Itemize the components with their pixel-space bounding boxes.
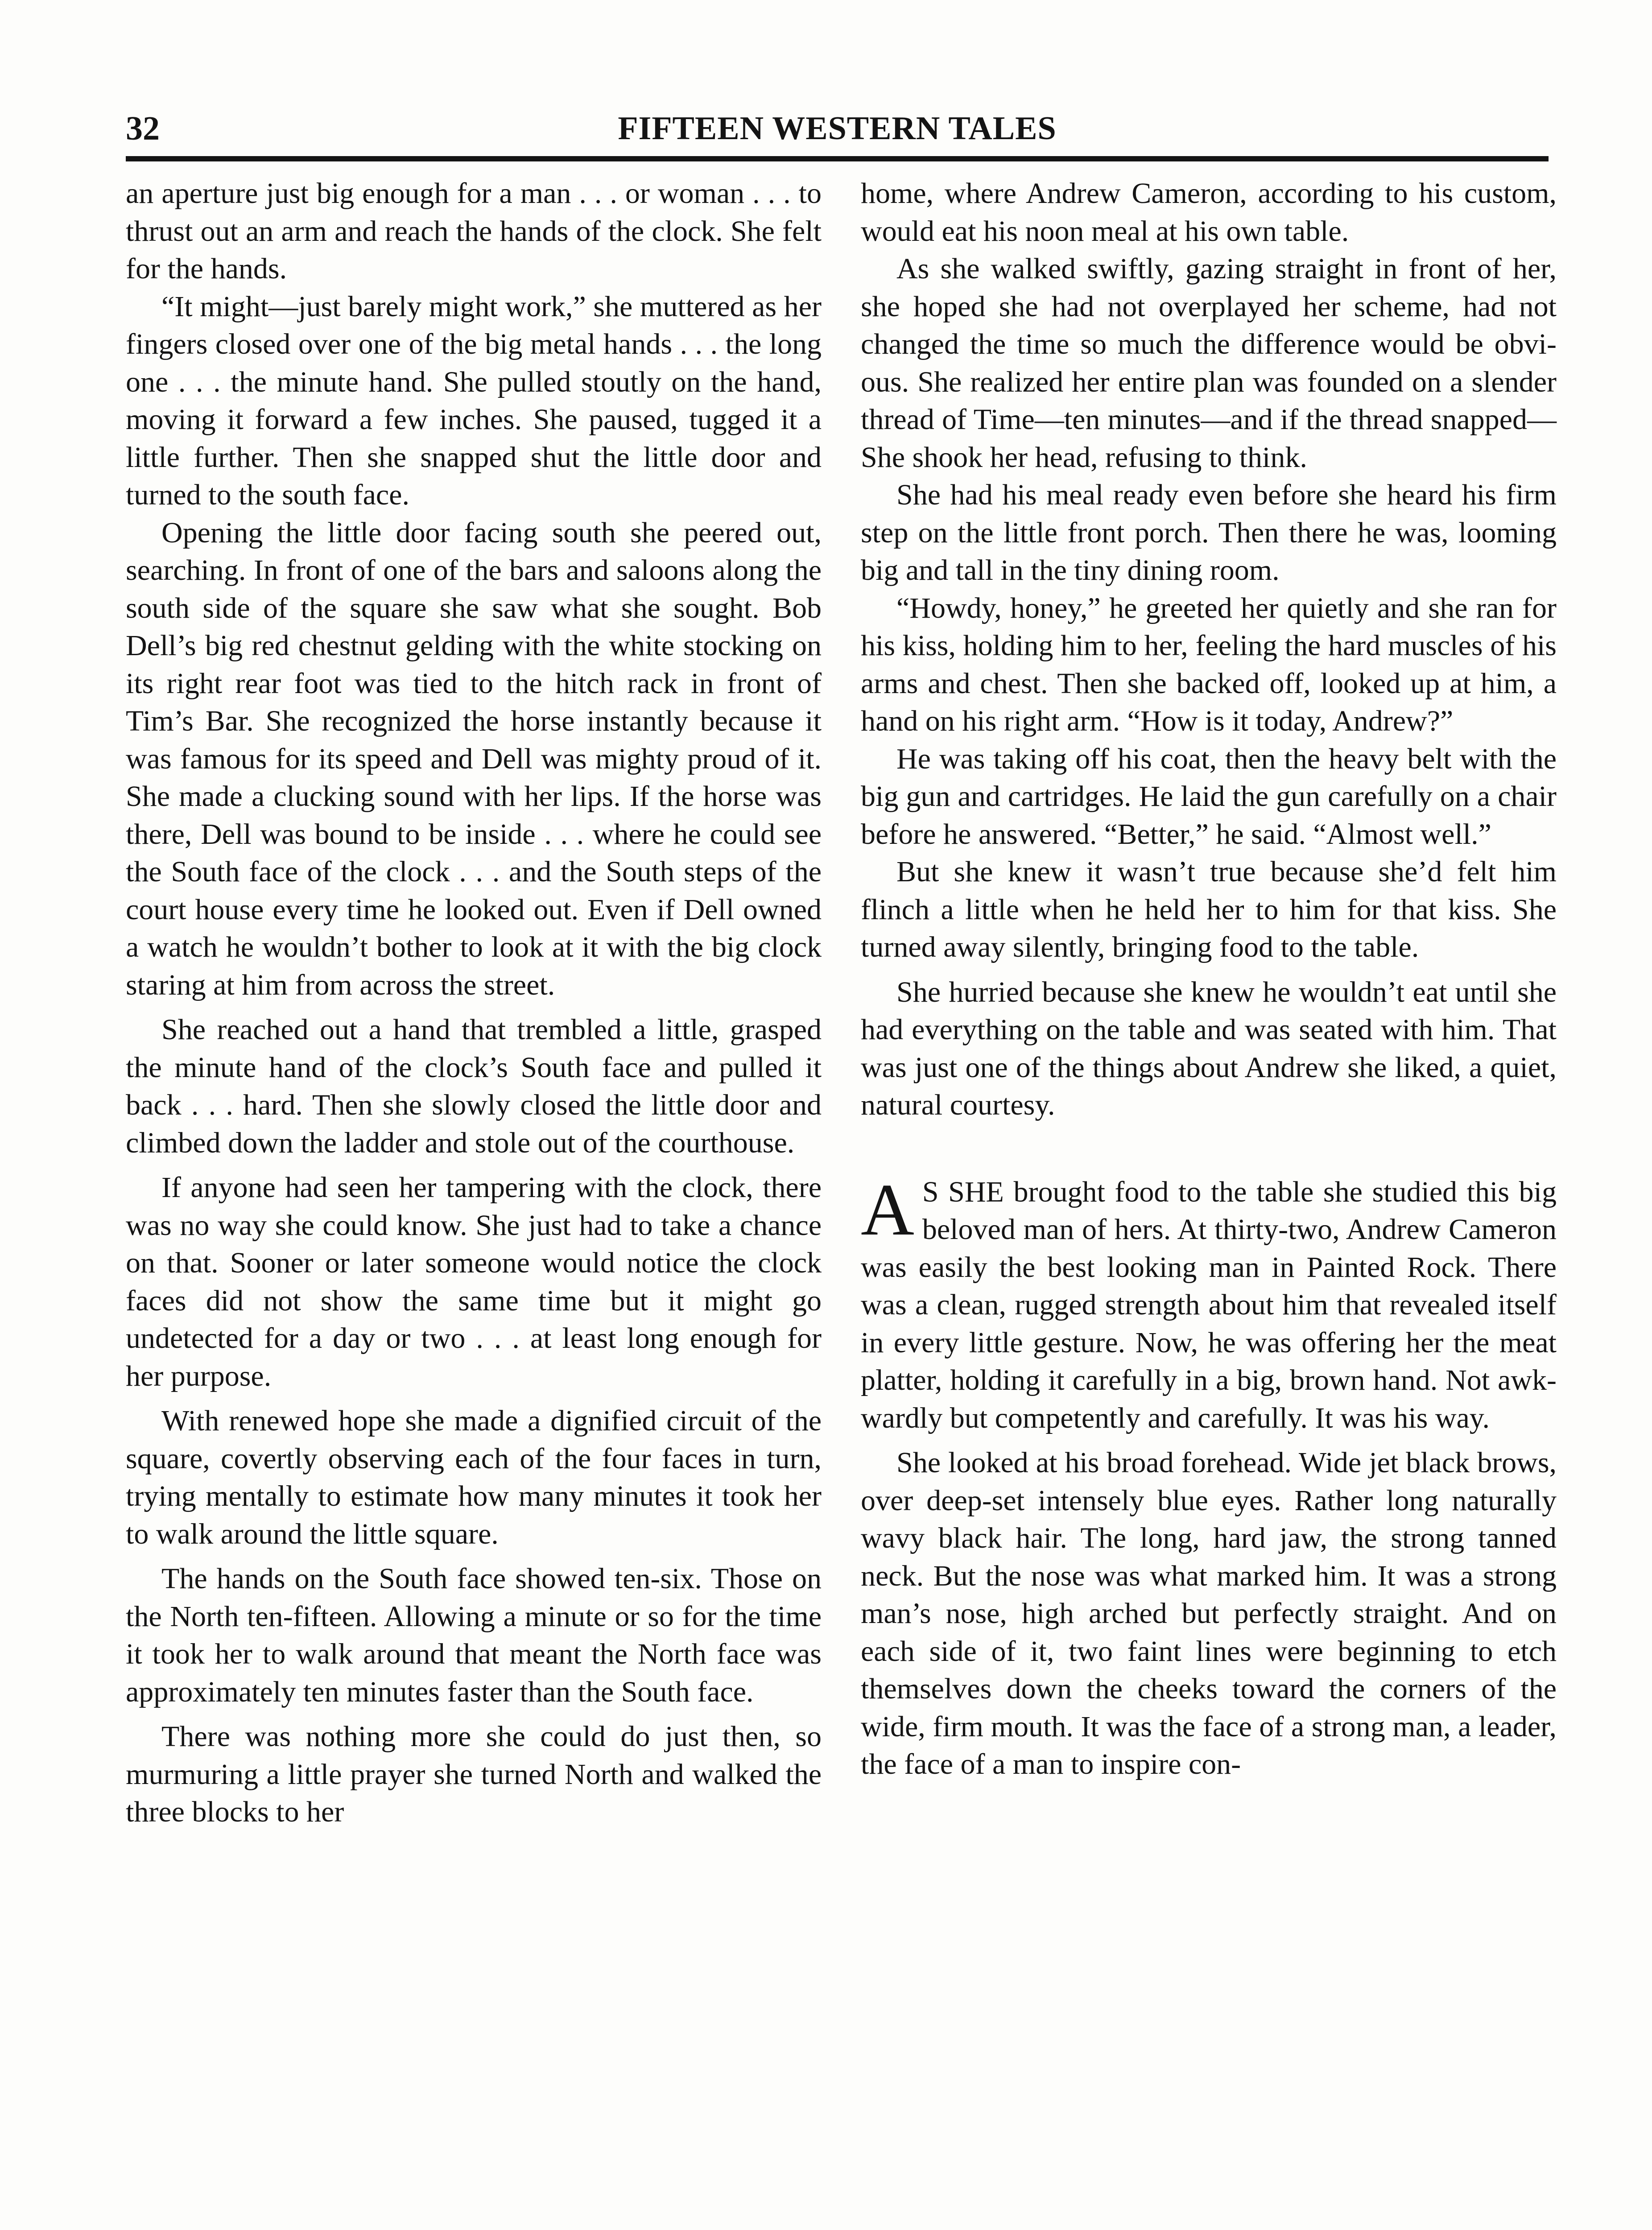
paragraph: “Howdy, honey,” he greeted her quietly and she ran for his kiss, holding him to her, feeling the hard muscles of his arms and chest. Then she backed off, looked up at him, a hand on his right arm. “How is it today, Andrew?” [861, 591, 1557, 737]
section-opening-text: brought food to the table she studied this big beloved man of hers. At thirty-two, Andrew Cameron was easily the best looking man in Painted Rock. There was a clean, rugged strength about him that revealed itself in every little gesture. Now, he was offering her the meat platter, holding it carefully in a big, brown hand. Not awkwardly but competently and carefully. It was his way. [861, 1175, 1557, 1434]
paragraph: Opening the little door facing south she peered out, searching. In front of one of the bars and saloons along the south side of the square she saw what she sought. Bob Dell’s big red chestnut gelding with the white stocking on its right rear foot was tied to the hitch rack in front of Tim’s Bar. She recognized the horse instantly because it was famous for its speed and Dell was mighty proud of it. She made a clucking sound with her lips. If the horse was there, Dell was bound to be inside . . . where he could see the South face of the clock . . . and the South steps of the court house every time he looked out. Even if Dell owned a watch he wouldn’t bother to look at it with the big clock staring at him from across the street. [126, 516, 822, 1001]
right-column [861, 175, 1557, 1784]
page-header [126, 102, 1549, 155]
paragraph: an aperture just big enough for a man . . . or woman . . . to thrust out an arm and reach the hands of the clock. She felt for the hands. [126, 177, 822, 285]
left-column [126, 175, 822, 1831]
paragraph: She reached out a hand that trembled a little, grasped the minute hand of the clock’s South face and pulled it back . . . hard. Then she slowly closed the little door and climbed down the ladder and stole out of the courthouse. [126, 1013, 822, 1159]
running-title: FIFTEEN WESTERN TALES [618, 110, 1057, 147]
paragraph: He was taking off his coat, then the heavy belt with the big gun and cartridges. He laid the gun carefully on a chair before he answered. “Better,” he said. “Almost well.” [861, 742, 1557, 851]
paragraph: There was nothing more she could do just then, so murmuring a little prayer she turned North and walked the three blocks to her [126, 1720, 822, 1828]
paragraph: The hands on the South face showed ten-six. Those on the North ten-fifteen. Allowing a minute or so for the time it took her to walk around that meant the North face was approximately ten minutes faster than the South face. [126, 1562, 822, 1708]
paragraph: If anyone had seen her tampering with the clock, there was no way she could know. She just had to take a chance on that. Sooner or later someone would notice the clock faces did not show the same time but it might go undetected for a day or two . . . at least long enough for her purpose. [126, 1171, 822, 1392]
drop-cap: A [861, 1168, 914, 1251]
paragraph: She looked at his broad forehead. Wide jet black brows, over deep-set intensely blue eyes. Rather long naturally wavy black hair. The long, hard jaw, the strong tanned neck. But the nose was what marked him. It was a strong man’s nose, high arched but perfectly straight. And on each side of it, two faint lines were beginning to etch themselves down the cheeks toward the corners of the wide, firm mouth. It was the face of a strong man, a leader, the face of a man to inspire con- [861, 1446, 1557, 1780]
paragraph: She had his meal ready even before she heard his firm step on the little front porch. Then there he was, looming big and tall in the tiny dining room. [861, 479, 1557, 586]
paragraph: With renewed hope she made a dignified circuit of the square, covertly observing each of the four faces in turn, trying mentally to estimate how many minutes it took her to walk around the little square. [126, 1404, 822, 1550]
paragraph: As she walked swiftly, gazing straight in front of her, she hoped she had not overplayed her scheme, had not changed the time so much the difference would be obvious. She realized her entire plan was founded on a slender thread of Time—ten minutes—and if the thread snapped— She shook her head, refusing to think. [861, 252, 1557, 474]
header-rule [126, 156, 1549, 161]
small-caps-lead: S SHE [922, 1175, 1004, 1208]
page-number: 32 [126, 110, 160, 147]
paragraph: home, where Andrew Cameron, according to his custom, would eat his noon meal at his own table. [861, 177, 1557, 248]
paragraph: But she knew it wasn’t true because she’d felt him flinch a little when he held her to him for that kiss. She turned away silently, bringing food to the table. [861, 855, 1557, 963]
paragraph: “It might—just barely might work,” she muttered as her fingers closed over one of the big metal hands . . . the long one . . . the minute hand. She pulled stoutly on the hand, moving it forward a few inches. She paused, tugged it a little further. Then she snapped shut the little door and turned to the south face. [126, 290, 822, 511]
section-opening-paragraph [861, 1168, 1557, 1437]
paragraph: She hurried because she knew he wouldn’t eat until she had everything on the table and was seated with him. That was just one of the things about Andrew she liked, a quiet, natural courtesy. [861, 975, 1557, 1121]
